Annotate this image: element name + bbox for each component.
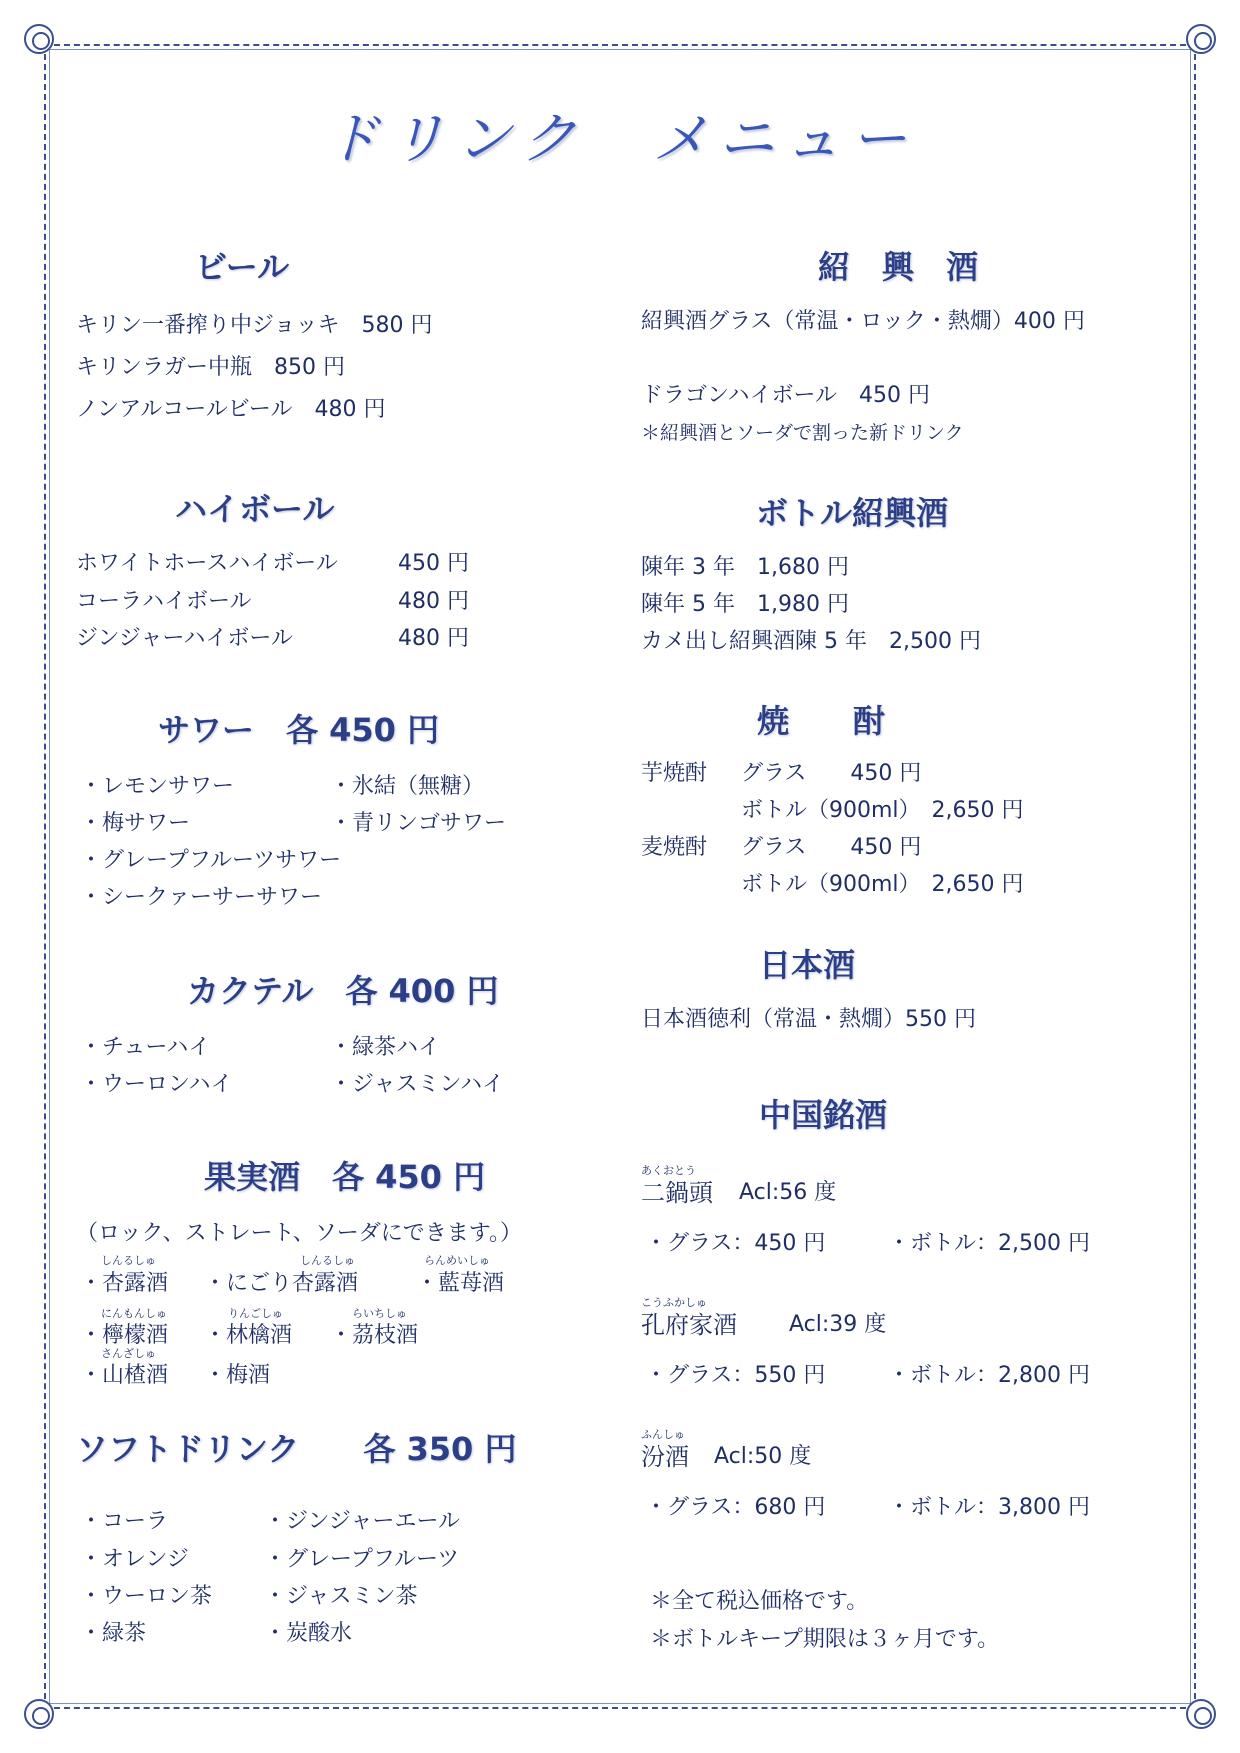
cocktail-item: ・チューハイ [80,1035,211,1060]
border-left-inner [49,44,50,1709]
china-liquor-glass: ・グラス：680 円 [645,1495,826,1520]
border-right [1194,44,1196,1709]
highball-item-price: 450 円 [398,551,469,576]
border-bottom-inner [44,1703,1196,1704]
sour-item: ・シークァーサーサワー [80,885,323,910]
border-left [44,44,46,1709]
highball-heading: ハイボール [175,490,335,528]
shaoxing-glass: 紹興酒グラス（常温・ロック・熱燗）400 円 [641,309,1085,334]
cocktail-item: ・緑茶ハイ [330,1035,441,1060]
furigana: さんざしゅ [101,1347,156,1360]
corner-ornament-icon [24,24,54,54]
furigana: らいちしゅ [352,1307,407,1320]
mugi-shochu-bottle: ボトル（900ml） 2,650 円 [741,872,1024,897]
sake-item: 日本酒徳利（常温・熱燗）550 円 [641,1007,976,1032]
beer-item: キリン一番搾り中ジョッキ 580 円 [76,313,433,338]
dragon-highball-note: ＊紹興酒とソーダで割った新ドリンク [641,422,964,444]
soft-drink-item: ・グレープフルーツ [264,1547,460,1572]
bottle-item: カメ出し紹興酒陳 5 年 2,500 円 [641,629,981,654]
furigana: らんめいしゅ [424,1254,490,1267]
fruit-item: ・藍苺酒 [416,1271,505,1296]
border-bottom [44,1707,1196,1709]
furigana: こうふかしゅ [641,1296,707,1309]
mugi-shochu-label: 麦焼酎 [641,835,708,860]
sour-item: ・レモンサワー [80,774,235,799]
soft-drink-item: ・緑茶 [80,1621,147,1646]
shaoxing-heading: 紹 興 酒 [818,248,979,286]
fruit-heading: 果実酒 各 450 円 [204,1158,486,1196]
china-liquor-name: 汾酒 [641,1443,689,1471]
china-liquor-name: 二鍋頭 [641,1179,713,1207]
highball-item-name: ジンジャーハイボール [76,626,293,651]
china-liquor-acl: Acl:39 度 [789,1312,887,1337]
dragon-highball: ドラゴンハイボール 450 円 [641,383,931,408]
furigana: しんるしゅ [101,1254,156,1267]
cocktail-item: ・ジャスミンハイ [330,1072,505,1097]
furigana: しんるしゅ [300,1254,355,1267]
soft-drink-item: ・炭酸水 [264,1621,353,1646]
border-top [44,44,1196,46]
china-liquor-bottle: ・ボトル：2,500 円 [888,1231,1090,1256]
sour-item: ・氷結（無糖） [330,774,485,799]
china-liquor-heading: 中国銘酒 [759,1096,888,1134]
china-liquor-bottle: ・ボトル：3,800 円 [888,1495,1090,1520]
mugi-shochu-glass: グラス 450 円 [741,835,922,860]
fruit-item: ・杏露酒 [80,1271,169,1296]
imo-shochu-glass: グラス 450 円 [741,761,922,786]
sour-item: ・グレープフルーツサワー [80,848,342,873]
page-title: ドリンク メニュー [323,107,917,172]
shochu-heading: 焼 酎 [757,702,886,740]
fruit-note: （ロック、ストレート、ソーダにできます。） [76,1221,522,1246]
highball-item-name: コーラハイボール [76,589,252,614]
furigana: りんごしゅ [228,1307,283,1320]
furigana: あくおとう [641,1164,696,1177]
soft-drink-item: ・ウーロン茶 [80,1584,213,1609]
china-liquor-glass: ・グラス：550 円 [645,1363,826,1388]
imo-shochu-label: 芋焼酎 [641,761,708,786]
corner-ornament-icon [1186,1699,1216,1729]
beer-item: キリンラガー中瓶 850 円 [76,355,345,380]
highball-item-price: 480 円 [398,589,469,614]
bottle-item: 陳年 3 年 1,680 円 [641,555,849,580]
fruit-item: ・梅酒 [204,1363,271,1388]
fruit-item: ・林檎酒 [204,1323,293,1348]
corner-ornament-icon [24,1699,54,1729]
cocktail-item: ・ウーロンハイ [80,1072,233,1097]
bottle-keep-note: ＊ボトルキープ期限は３ヶ月です。 [650,1627,1000,1652]
tax-note: ＊全て税込価格です。 [650,1589,869,1614]
china-liquor-glass: ・グラス：450 円 [645,1231,826,1256]
china-liquor-name: 孔府家酒 [641,1311,737,1339]
fruit-item: ・にごり杏露酒 [204,1271,359,1296]
bottle-shaoxing-heading: ボトル紹興酒 [756,494,949,532]
beer-heading: ビール [195,248,290,286]
fruit-item: ・茘枝酒 [330,1323,419,1348]
fruit-item: ・山楂酒 [80,1363,169,1388]
sour-item: ・梅サワー [80,811,191,836]
highball-item-price: 480 円 [398,626,469,651]
border-top-inner [44,49,1196,50]
bottle-item: 陳年 5 年 1,980 円 [641,592,849,617]
furigana: ふんしゅ [641,1428,685,1441]
china-liquor-bottle: ・ボトル：2,800 円 [888,1363,1090,1388]
furigana: にんもんしゅ [101,1307,167,1320]
beer-item: ノンアルコールビール 480 円 [76,397,386,422]
soft-drink-item: ・オレンジ [80,1547,189,1572]
sour-heading: サワー 各 450 円 [158,711,440,749]
china-liquor-acl: Acl:56 度 [739,1180,837,1205]
sake-heading: 日本酒 [759,946,856,984]
border-right-inner [1190,44,1191,1709]
sour-item: ・青リンゴサワー [330,811,507,836]
imo-shochu-bottle: ボトル（900ml） 2,650 円 [741,798,1024,823]
corner-ornament-icon [1186,24,1216,54]
soft-drink-item: ・ジンジャーエール [264,1509,461,1534]
fruit-item: ・檸檬酒 [80,1323,169,1348]
cocktail-heading: カクテル 各 400 円 [187,972,499,1010]
soft-drink-item: ・ジャスミン茶 [264,1584,418,1609]
soft-drink-heading: ソフトドリンク 各 350 円 [76,1430,517,1468]
soft-drink-item: ・コーラ [80,1509,169,1534]
china-liquor-acl: Acl:50 度 [714,1444,812,1469]
highball-item-name: ホワイトホースハイボール [76,551,338,576]
